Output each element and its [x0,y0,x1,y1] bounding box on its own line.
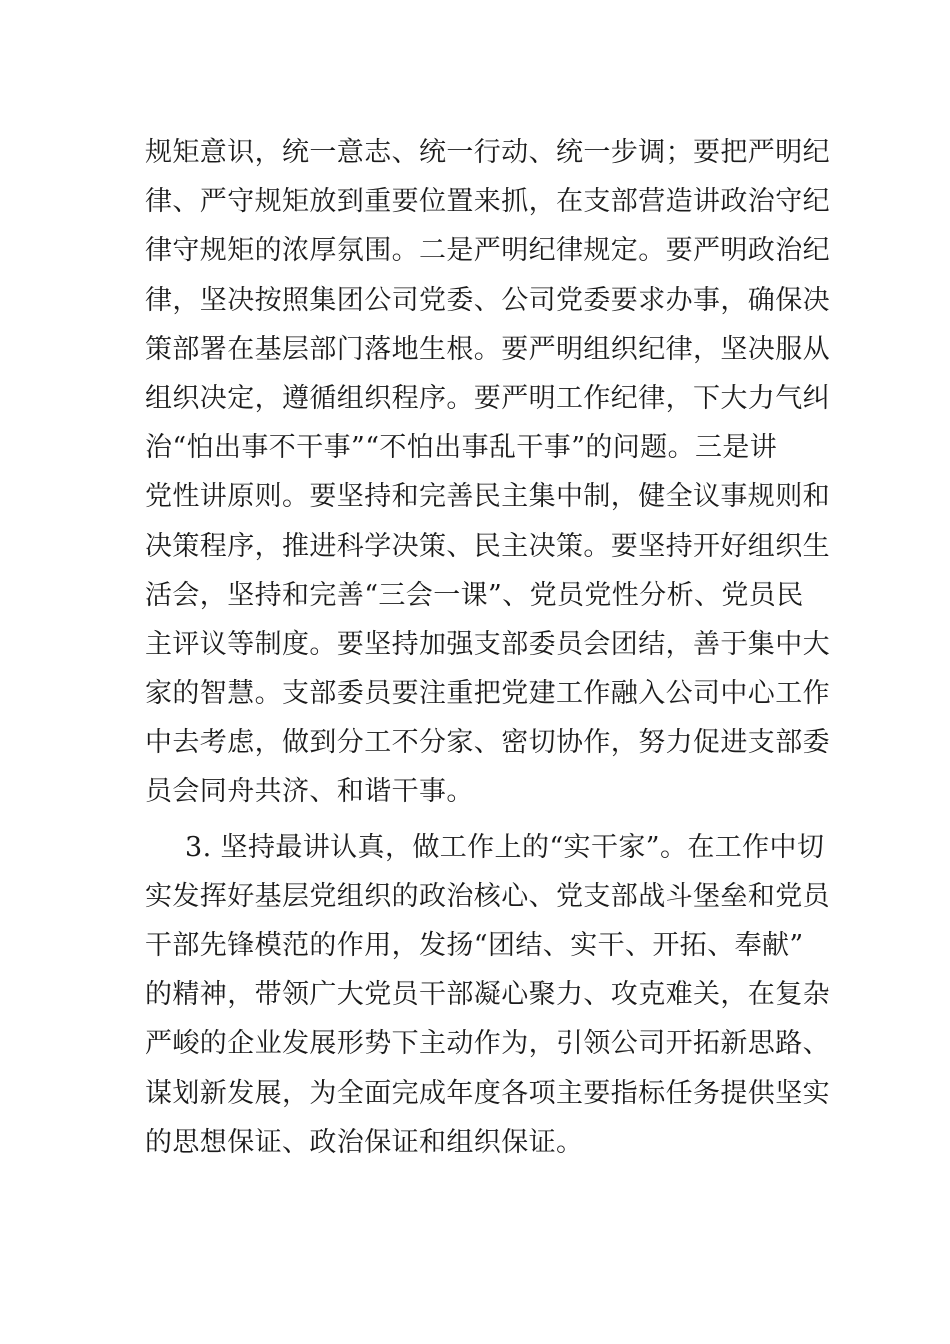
paragraph-line: 谋划新发展，为全面完成年度各项主要指标任务提供坚实 [145,1077,830,1109]
paragraph-line: 的精神，带领广大党员干部凝心聚力、攻克难关，在复杂 [145,979,830,1011]
paragraph-line: 律、严守规矩放到重要位置来抓，在支部营造讲政治守纪 [145,186,830,218]
paragraph-line: 策部署在基层部门落地生根。要严明组织纪律，坚决服从 [145,333,830,365]
paragraph-line: 党性讲原则。要坚持和完善民主集中制，健全议事规则和 [145,481,830,513]
paragraph-line: 活会，坚持和完善“三会一课”、党员党性分析、党员民 [145,579,804,611]
paragraph-line: 治“怕出事不干事”“不怕出事乱干事”的问题。三是讲 [145,432,778,464]
paragraph-line: 主评议等制度。要坚持加强支部委员会团结，善于集中大 [145,628,830,660]
paragraph-line: 严峻的企业发展形势下主动作为，引领公司开拓新思路、 [145,1028,830,1060]
paragraph-line: 干部先锋模范的作用，发扬“团结、实干、开拓、奉献” [145,930,804,961]
paragraph-line: 的思想保证、政治保证和组织保证。 [145,1126,584,1158]
paragraph-line: 家的智慧。支部委员要注重把党建工作融入公司中心工作 [145,678,830,710]
paragraph-line: 实发挥好基层党组织的政治核心、党支部战斗堡垒和党员 [145,880,830,912]
paragraph-line: 中去考虑，做到分工不分家、密切协作，努力促进支部委 [145,727,830,759]
paragraph-line: 决策程序，推进科学决策、民主决策。要坚持开好组织生 [145,530,830,562]
paragraph-heading-line: 3. 坚持最讲认真，做工作上的“实干家”。在工作中切 [185,831,825,863]
paragraph-line: 员会同舟共济、和谐干事。 [145,776,474,808]
paragraph-line: 律守规矩的浓厚氛围。二是严明纪律规定。要严明政治纪 [145,235,830,267]
paragraph-2 [145,823,830,1167]
paragraph-line: 规矩意识，统一意志、统一行动、统一步调；要把严明纪 [145,137,830,168]
body-text [145,128,830,1167]
paragraph-line: 律，坚决按照集团公司党委、公司党委要求办事，确保决 [145,284,830,316]
paragraph-1 [145,128,830,817]
paragraph-line: 组织决定，遵循组织程序。要严明工作纪律，下大力气纠 [145,382,830,414]
